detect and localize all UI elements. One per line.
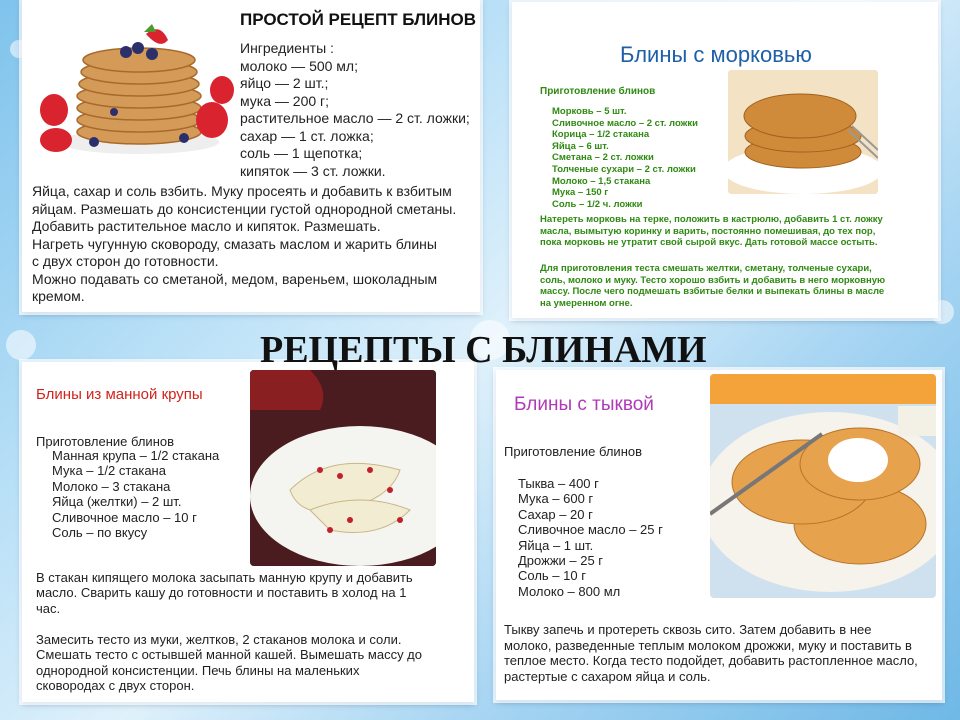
text-line: Сливочное масло – 10 г: [52, 509, 197, 525]
text-line: Замесить тесто из муки, желтков, 2 стаканов молока и соли.: [36, 632, 402, 647]
text-line: Морковь – 5 шт.: [552, 106, 627, 117]
recipe-card-semolina: [22, 362, 474, 702]
text-line: Тыкву запечь и протереть сквозь сито. Затем добавить в нее: [504, 622, 872, 637]
section-subtitle: Приготовление блинов: [540, 86, 656, 97]
ingredient-list: [240, 40, 470, 180]
text-line: Мука – 150 г: [552, 187, 609, 199]
section-subtitle: Приготовление блинов: [36, 434, 175, 449]
carrot-pancakes-image: [728, 70, 878, 194]
text-line: Дрожжи – 25 г: [518, 553, 604, 569]
text-line: Соль – 1/2 ч. ложки: [552, 198, 643, 210]
text-line: соль — 1 щепотка;: [240, 145, 363, 161]
text-line: однородной консистенции. Печь блины на маленьких: [36, 662, 360, 678]
text-line: Добавить растительное масло и кипяток. Размешать.: [32, 218, 381, 234]
card-title: Блины с тыквой: [514, 394, 654, 415]
card-title: Блины из манной крупы: [36, 386, 203, 403]
text-line: Тыква – 400 г: [518, 476, 599, 491]
text-line: Корица – 1/2 стакана: [552, 129, 650, 141]
page-heading: РЕЦЕПТЫ С БЛИНАМИ: [260, 329, 707, 371]
text-line: пока морковь не утратит свой сырой вкус. Дать готовой массе остыть.: [540, 237, 878, 249]
text-line: молоко, разведенные теплым молоком дрожжи, муку и поставить в: [504, 637, 912, 653]
text-line: яйцо — 2 шт.;: [240, 75, 329, 91]
text-line: Смешать тесто с остывшей манной кашей. Вымешать массу до: [36, 647, 423, 663]
text-line: теплое место. Когда тесто подойдет, добавить растопленное масло,: [504, 653, 918, 669]
semolina-pancakes-image: [250, 370, 436, 566]
ingredient-list: [518, 476, 663, 599]
ingredient-list: [552, 106, 698, 210]
snowflake-decoration: [6, 330, 36, 360]
text-line: сковородах с двух сторон.: [36, 678, 195, 694]
text-line: Натереть морковь на терке, положить в кастрюлю, добавить 1 ст. ложку: [540, 214, 883, 225]
ingredient-list: [52, 448, 219, 540]
instructions-text: [36, 632, 422, 694]
recipe-card-simple: [22, 0, 480, 312]
text-line: соль, молоко и муку. Тесто хорошо взбить и добавить в него морковную: [540, 274, 886, 286]
instructions-text: [32, 183, 456, 306]
text-line: масла, вымытую коринку и варить, постоянно помешивая, до тех пор,: [540, 225, 876, 237]
instructions-text: [36, 570, 413, 616]
text-line: масло. Сварить кашу до готовности и поставить в холод на 1: [36, 585, 407, 601]
text-line: Мука – 600 г: [518, 491, 594, 507]
text-line: кипяток — 3 ст. ложки.: [240, 162, 386, 179]
text-line: Толченые сухари – 2 ст. ложки: [552, 163, 696, 175]
text-line: мука — 200 г;: [240, 92, 330, 109]
text-line: Яйца – 6 шт.: [552, 140, 609, 152]
instructions-text: [504, 622, 918, 684]
text-line: Сахар – 20 г: [518, 506, 593, 522]
card-title: Блины с морковью: [620, 42, 812, 67]
text-line: Молоко – 800 мл: [518, 583, 621, 599]
text-line: сахар — 1 ст. ложка;: [240, 127, 374, 144]
text-line: Нагреть чугунную сковороду, смазать маслом и жарить блины: [32, 235, 437, 252]
pumpkin-pancakes-image: [710, 374, 936, 598]
text-line: молоко — 500 мл;: [240, 57, 358, 74]
text-line: Яйца, сахар и соль взбить. Муку просеять и добавить к взбитым: [32, 183, 452, 199]
text-line: Яйца – 1 шт.: [518, 537, 594, 553]
text-line: Ингредиенты :: [240, 40, 334, 56]
card-title: ПРОСТОЙ РЕЦЕПТ БЛИНОВ: [240, 10, 477, 29]
section-subtitle: Приготовление блинов: [504, 444, 643, 459]
recipe-card-pumpkin: [496, 370, 942, 700]
text-line: Мука – 1/2 стакана: [52, 463, 166, 479]
text-line: массу. После чего подмешать взбитые белки и выпекать блины в масле: [540, 286, 885, 298]
instructions-text: [540, 214, 883, 249]
pancake-stack-image: [34, 12, 244, 162]
text-line: час.: [36, 600, 61, 616]
text-line: Манная крупа – 1/2 стакана: [52, 448, 220, 463]
text-line: с двух сторон до готовности.: [32, 253, 219, 269]
instructions-text: [540, 263, 885, 310]
recipe-card-carrot: [512, 2, 938, 318]
text-line: Для приготовления теста смешать желтки, сметану, толченые сухари,: [540, 263, 872, 274]
text-line: Можно подавать со сметаной, медом, вареньем, шоколадным: [32, 270, 438, 287]
text-line: Яйца (желтки) – 2 шт.: [52, 494, 182, 510]
text-line: Молоко – 1,5 стакана: [552, 175, 651, 187]
text-line: Сметана – 2 ст. ложки: [552, 152, 654, 164]
text-line: яйцам. Размешать до консистенции густой однородной сметаны.: [32, 200, 457, 217]
text-line: Сливочное масло – 25 г: [518, 522, 663, 538]
text-line: Молоко – 3 стакана: [52, 478, 171, 494]
text-line: кремом.: [32, 288, 85, 304]
text-line: Соль – по вкусу: [52, 525, 148, 541]
text-line: растительное масло — 2 ст. ложки;: [240, 110, 470, 126]
text-line: Сливочное масло – 2 ст. ложки: [552, 117, 698, 129]
text-line: растертые с сахаром яйца и соль.: [504, 668, 711, 684]
text-line: на умеренном огне.: [540, 298, 633, 310]
text-line: В стакан кипящего молока засыпать манную крупу и добавить: [36, 570, 413, 585]
text-line: Соль – 10 г: [518, 568, 586, 584]
